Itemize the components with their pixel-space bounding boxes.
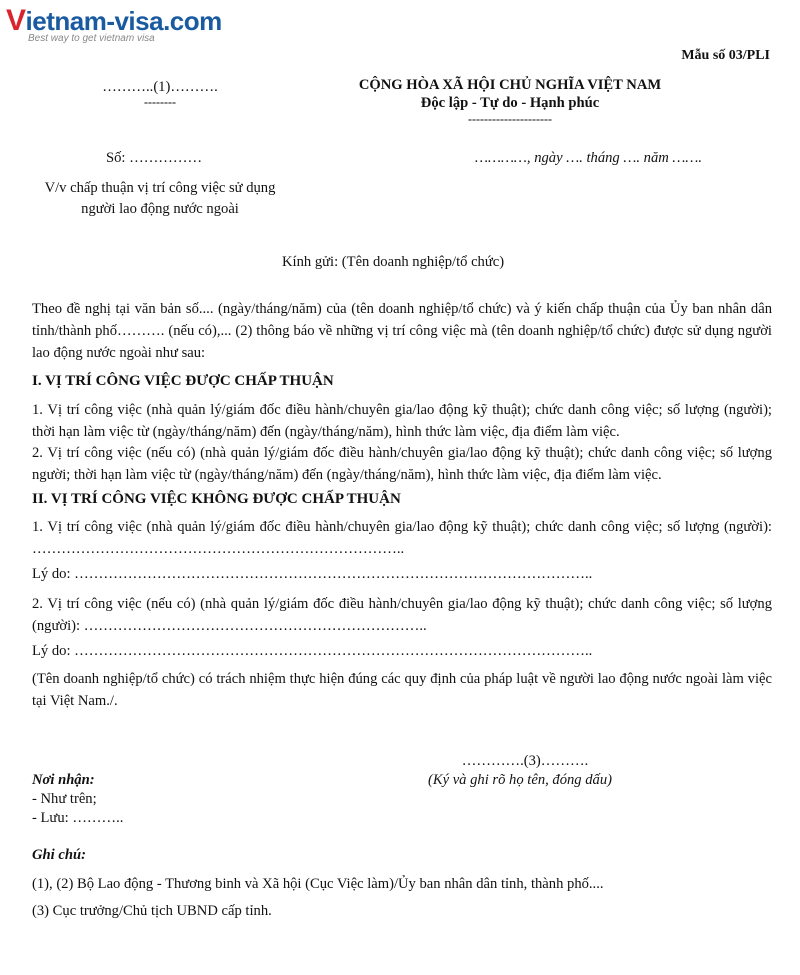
form-number: Mẫu số 03/PLI (681, 48, 770, 63)
section-1-item-1: 1. Vị trí công việc (nhà quản lý/giám đốc điều hành/chuyên gia/lao động kỹ thuật); chức danh công việc; số lượng (người); thời hạn làm việc từ (ngày/tháng/năm) đến (ngày/tháng/năm), hình thức làm việc, địa điểm làm việc. (32, 402, 772, 440)
logo-tagline: Best way to get vietnam visa (28, 33, 155, 44)
document-number: Số: …………… (106, 150, 203, 166)
closing-paragraph: (Tên doanh nghiệp/tổ chức) có trách nhiệm thực hiện đúng các quy định của pháp luật về người lao động nước ngoài làm việc tại Việt Nam./. (32, 671, 772, 709)
recipient-item-1: - Như trên; (32, 791, 97, 807)
section-2-item-2: 2. Vị trí công việc (nếu có) (nhà quản lý/giám đốc điều hành/chuyên gia/lao động kỹ thuật); chức danh công việc; số lượng (người): …………………………………………………………….. (32, 596, 772, 634)
note-item-1: (1), (2) Bộ Lao động - Thương binh và Xã hội (Cục Việc làm)/Ủy ban nhân dân tỉnh, thành phố.... (32, 876, 604, 892)
place-date-line: …………, ngày …. tháng …. năm ……. (475, 150, 703, 166)
section-2-reason-2: Lý do: …………………………………………………………………………………………….. (32, 643, 593, 659)
note-item-2: (3) Cục trưởng/Chủ tịch UBND cấp tỉnh. (32, 903, 272, 919)
section-2-reason-1: Lý do: …………………………………………………………………………………………….. (32, 566, 593, 582)
subject-line-2: người lao động nước ngoài (81, 201, 239, 217)
recipient-line: Kính gửi: (Tên doanh nghiệp/tổ chức) (282, 254, 505, 270)
notes-title: Ghi chú: (32, 847, 86, 863)
vietnam-visa-logo (6, 6, 222, 44)
section-2-item-1: 1. Vị trí công việc (nhà quản lý/giám đốc điều hành/chuyên gia/lao động kỹ thuật); chức danh công việc; số lượng (người): ………………………………………………………………….. (32, 519, 772, 557)
section-2-heading: II. VỊ TRÍ CÔNG VIỆC KHÔNG ĐƯỢC CHẤP THUẬN (32, 491, 401, 507)
signature-placeholder: ………….(3)………. (461, 753, 589, 769)
logo-brand (6, 6, 222, 36)
agency-underline: -------- (144, 95, 176, 109)
recipient-item-2: - Lưu: ……….. (32, 810, 124, 826)
agency-placeholder: ………..(1)………. (102, 79, 218, 95)
logo-v-letter: V (6, 4, 26, 37)
section-1-heading: I. VỊ TRÍ CÔNG VIỆC ĐƯỢC CHẤP THUẬN (32, 373, 334, 389)
recipients-title: Nơi nhận: (32, 772, 95, 788)
country-name: CỘNG HÒA XÃ HỘI CHỦ NGHĨA VIỆT NAM (358, 77, 662, 93)
signature-note: (Ký và ghi rõ họ tên, đóng dấu) (427, 772, 613, 788)
subject-line-1: V/v chấp thuận vị trí công việc sử dụng (44, 180, 276, 196)
logo-brand-text: ietnam-visa.com (25, 6, 222, 36)
subject-block (30, 178, 290, 220)
section-1-item-2: 2. Vị trí công việc (nếu có) (nhà quản lý/giám đốc điều hành/chuyên gia/lao động kỹ thuật); chức danh công việc; số lượng người; thời hạn làm việc từ (ngày/tháng/năm) đến (ngày/tháng/năm), hình thức làm việc, địa điểm làm việc. (32, 445, 772, 483)
motto-underline: --------------------- (468, 112, 552, 126)
national-motto: Độc lập - Tự do - Hạnh phúc (420, 95, 600, 111)
intro-paragraph: Theo đề nghị tại văn bản số.... (ngày/tháng/năm) của (tên doanh nghiệp/tổ chức) và ý kiến chấp thuận của Ủy ban nhân dân tỉnh/thành phố………. (nếu có),... (2) thông báo về những vị trí công việc mà (tên doanh nghiệp/tổ chức) được sử dụng người lao động nước ngoài như sau: (32, 301, 772, 361)
